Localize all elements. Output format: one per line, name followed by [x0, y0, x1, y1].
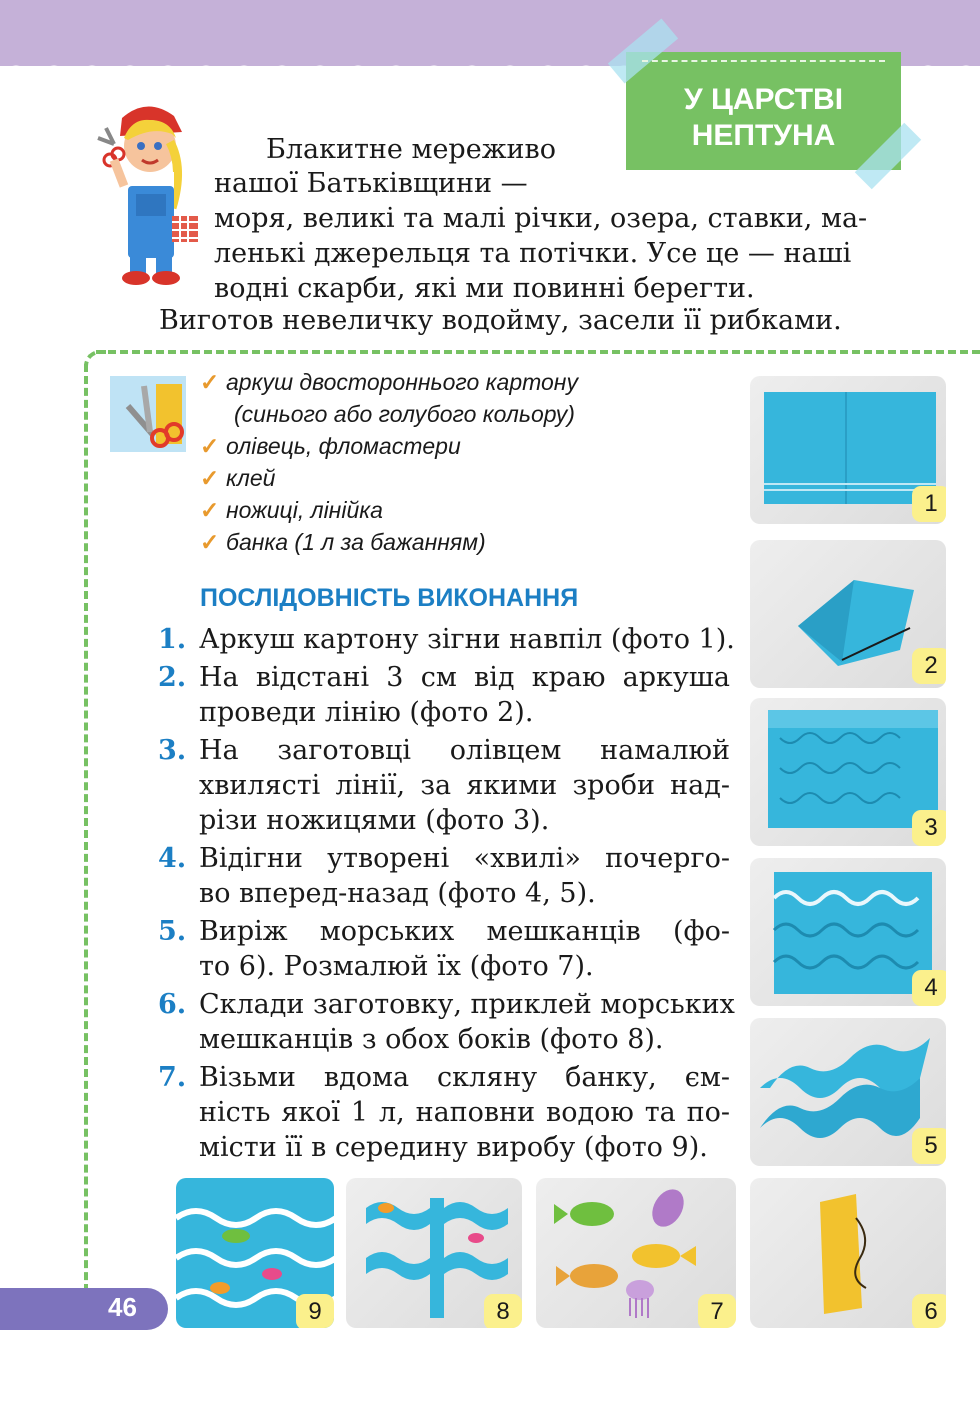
step-text: Виріж морських мешканців (фо-: [199, 916, 730, 947]
step-number: 3.: [158, 735, 187, 766]
material-item: ✓ ножиці, лінійка: [200, 494, 720, 526]
tools-icon: [110, 376, 186, 452]
check-icon: ✓: [200, 433, 220, 459]
material-item: (синього або голубого кольору): [234, 401, 575, 427]
step-number: 1.: [158, 624, 187, 655]
step-text: то 6). Розмалюй їх (фото 7).: [199, 951, 594, 982]
step-text: Аркуш картону зігни навпіл (фото 1).: [199, 624, 735, 655]
check-icon: ✓: [200, 529, 220, 555]
step-item: [158, 841, 730, 911]
intro-line: моря, великі та малі річки, озера, ставки, ма-: [214, 203, 868, 234]
photo-2: [750, 540, 946, 688]
step-text: Склади заготовку, приклей морських: [199, 989, 735, 1020]
intro-line: Виготов невеличку водойму, засели її рибками.: [159, 305, 842, 336]
photo-number-badge: 3: [912, 810, 946, 846]
step-item: [158, 622, 735, 657]
photo-number-badge: 5: [912, 1128, 946, 1164]
step-item: [158, 1060, 730, 1165]
step-number: 2.: [158, 662, 187, 693]
dashed-frame-corner: [84, 350, 106, 372]
material-item: ✓ клей: [200, 462, 720, 494]
page-number-tab: [0, 1288, 168, 1330]
chapter-title-line1: У ЦАРСТВІ: [683, 83, 844, 116]
step-item: [158, 987, 735, 1057]
photo-number-badge: 2: [912, 648, 946, 684]
check-icon: ✓: [200, 497, 220, 523]
check-icon: ✓: [200, 465, 220, 491]
materials-list: [200, 366, 720, 558]
photo-number-badge: 7: [698, 1294, 736, 1328]
intro-line: водні скарби, які ми повинні берегти.: [214, 273, 755, 304]
photo-number-badge: 4: [912, 970, 946, 1006]
step-number: 7.: [158, 1062, 187, 1093]
dashed-frame-border: [84, 364, 88, 1304]
photo-1: [750, 376, 946, 524]
photo-7: [536, 1178, 736, 1328]
intro-line: ленькі джерельця та потічки. Усе це — наші: [214, 238, 852, 269]
step-text: На відстані 3 см від краю аркуша: [199, 662, 730, 693]
dashed-frame-border: [96, 350, 980, 354]
step-item: [158, 914, 730, 984]
check-icon: ✓: [200, 369, 220, 395]
step-text: хвилясті лінії, за якими зроби над-: [199, 770, 730, 801]
photo-8: [346, 1178, 522, 1328]
photo-9: [176, 1178, 334, 1328]
step-text: проведи лінію (фото 2).: [199, 697, 534, 728]
step-text: мешканців з обох боків (фото 8).: [199, 1024, 664, 1055]
intro-line: нашої Батьківщини —: [214, 168, 528, 199]
material-item: ✓ банка (1 л за бажанням): [200, 526, 720, 558]
photo-6: [750, 1178, 946, 1328]
chapter-title: [626, 82, 901, 154]
step-text: ність якої 1 л, наповни водою та по-: [199, 1097, 730, 1128]
step-text: місти її в середину виробу (фото 9).: [199, 1132, 708, 1163]
step-number: 5.: [158, 916, 187, 947]
step-text: во вперед-назад (фото 4, 5).: [199, 878, 596, 909]
chapter-title-box: [626, 52, 901, 170]
photo-number-badge: 6: [912, 1294, 946, 1328]
step-text: Візьми вдома скляну банку, єм-: [199, 1062, 730, 1093]
step-item: [158, 733, 730, 838]
step-text: різи ножицями (фото 3).: [199, 805, 550, 836]
photo-number-badge: 9: [296, 1294, 334, 1328]
chapter-title-line2: НЕПТУНА: [691, 119, 836, 152]
photo-3: [750, 698, 946, 846]
material-item: ✓ олівець, фломастери: [200, 430, 720, 462]
material-item: ✓ аркуш двостороннього картону: [200, 366, 720, 398]
step-number: 6.: [158, 989, 187, 1020]
step-text: Відігни утворені «хвилі» почерго-: [199, 843, 730, 874]
photo-5: [750, 1018, 946, 1166]
title-dashed-line: [642, 60, 885, 62]
photo-number-badge: 8: [484, 1294, 522, 1328]
step-text: На заготовці олівцем намалюй: [199, 735, 730, 766]
photo-number-badge: 1: [912, 486, 946, 522]
intro-line: Блакитне мереживо: [266, 134, 556, 165]
page-number: 46: [108, 1292, 137, 1322]
photo-4: [750, 858, 946, 1006]
steps-list: [158, 622, 735, 1168]
step-number: 4.: [158, 843, 187, 874]
steps-heading: ПОСЛІДОВНІСТЬ ВИКОНАННЯ: [200, 584, 579, 612]
step-item: [158, 660, 730, 730]
mascot-girl-icon: [92, 98, 202, 288]
